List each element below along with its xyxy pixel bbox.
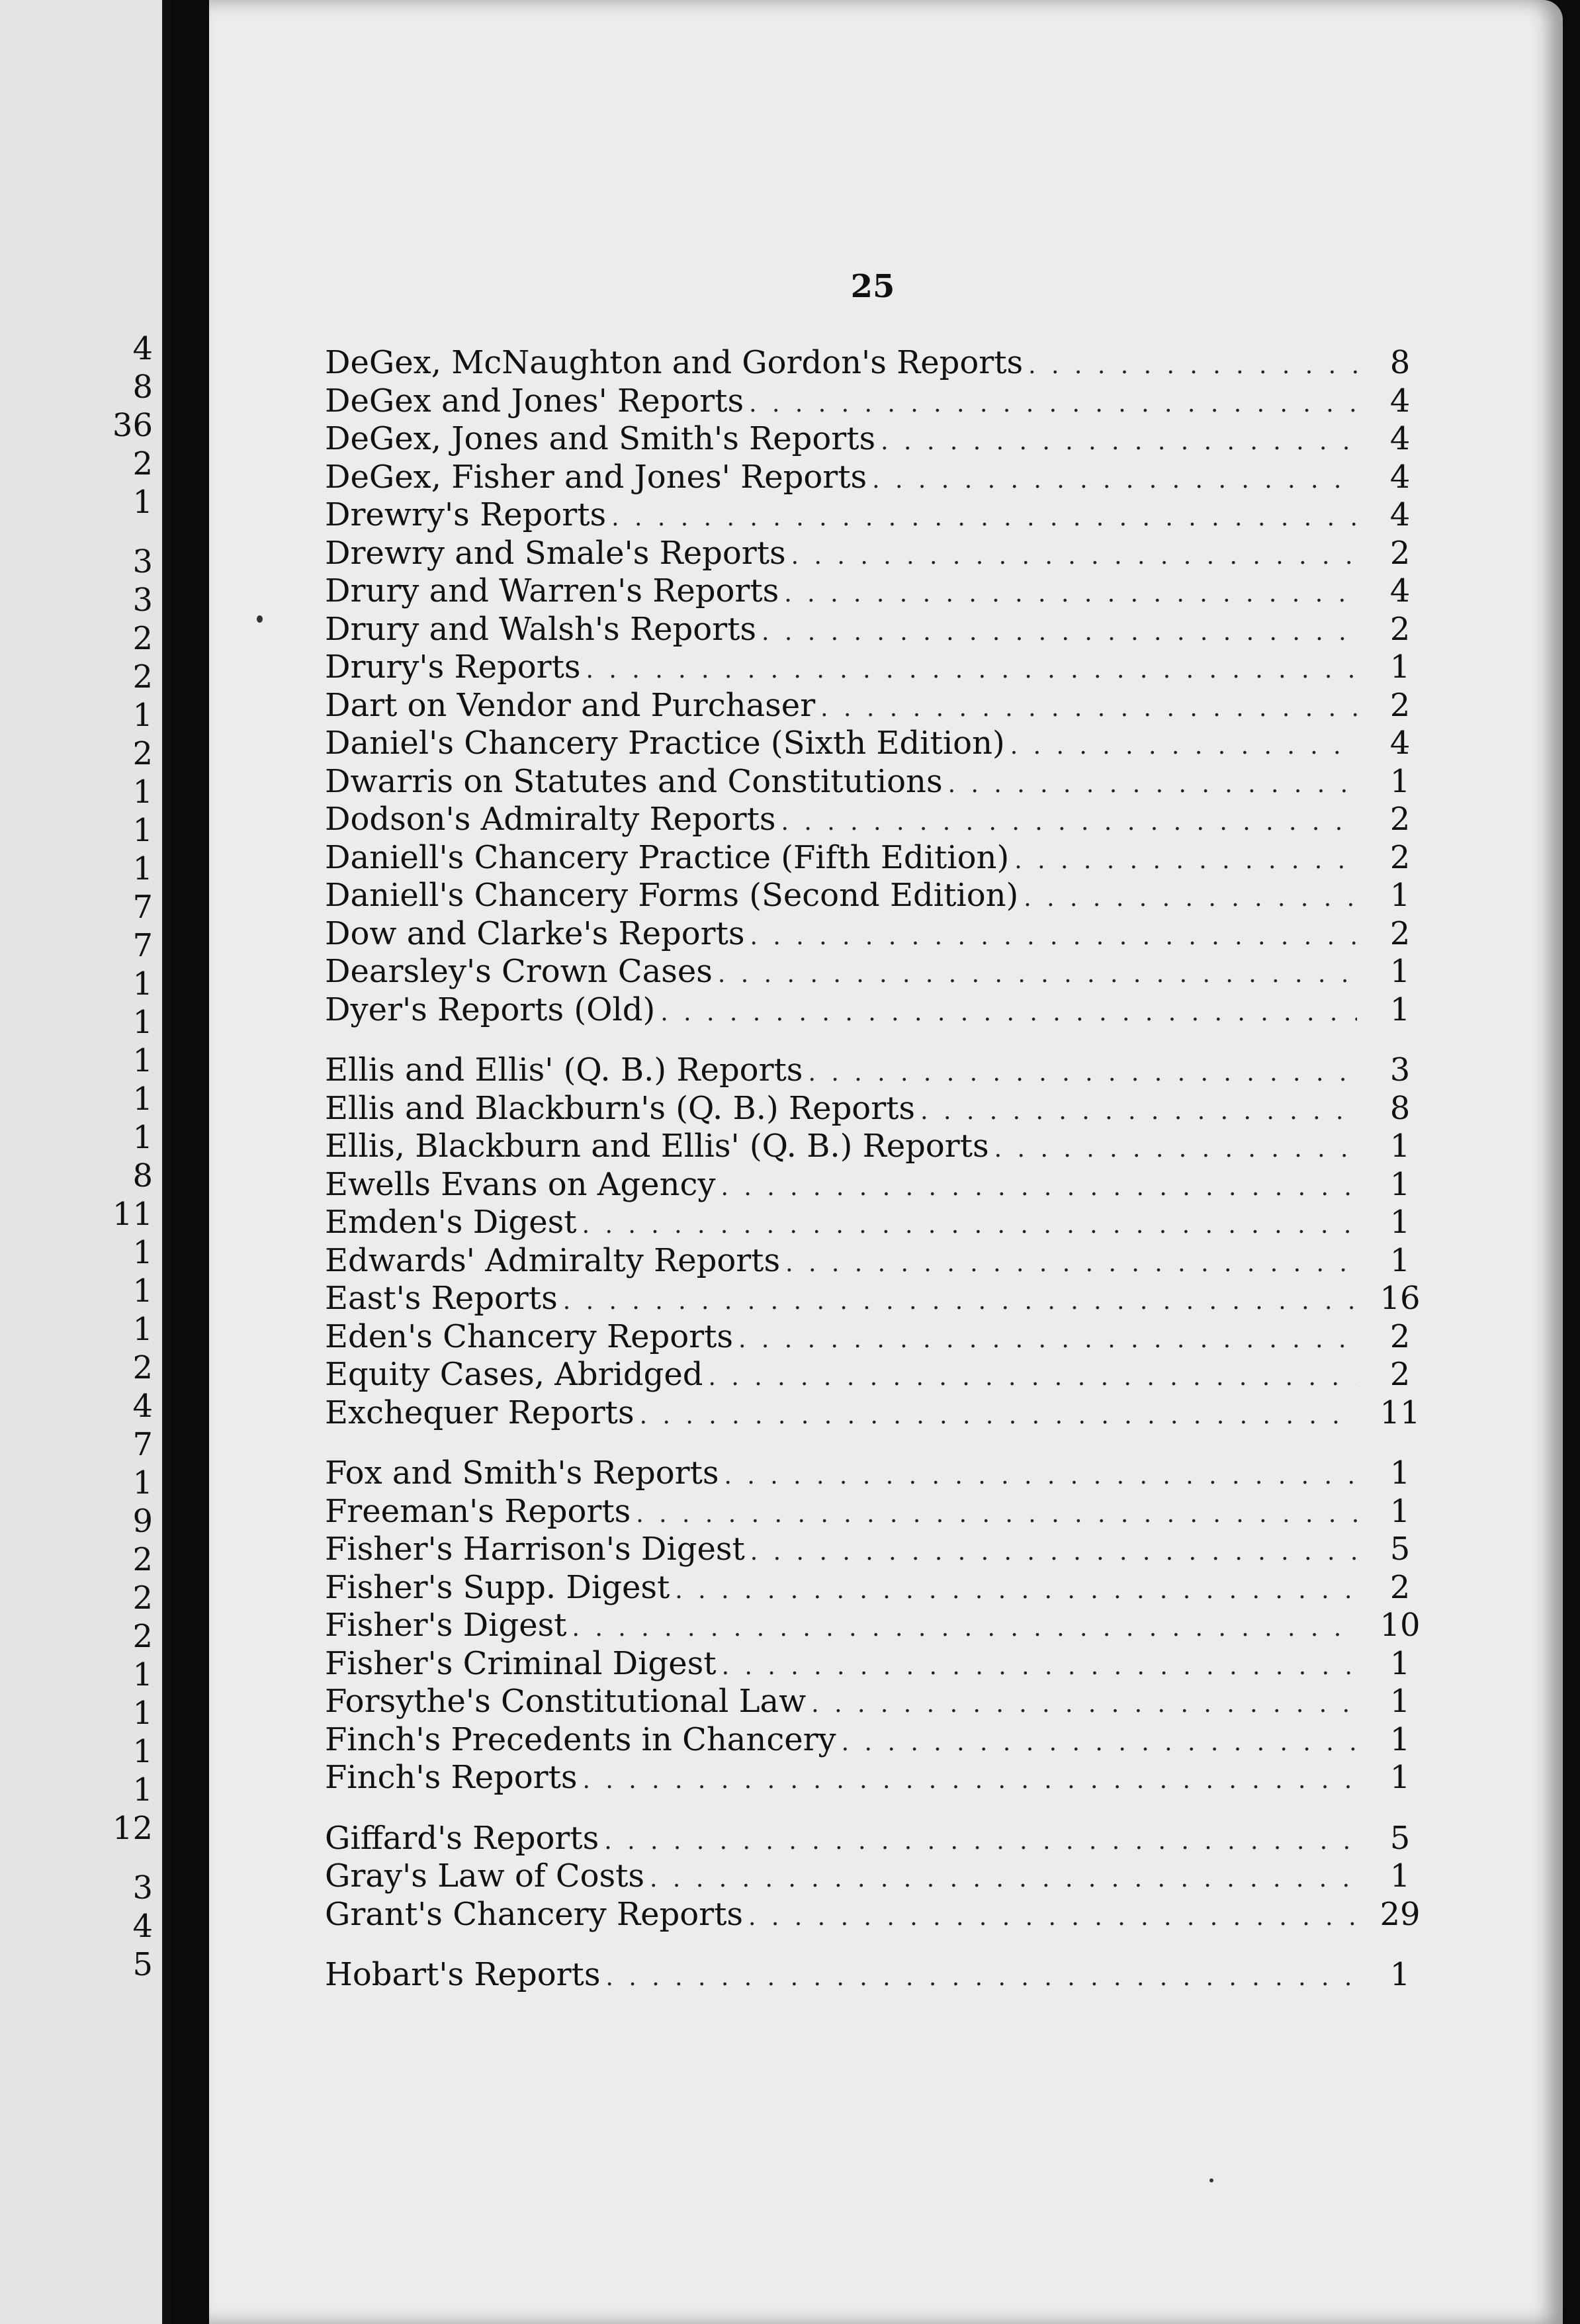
- dot-leader: [650, 1865, 1357, 1893]
- entry-volume-count: 5: [1389, 1819, 1411, 1857]
- entry-volume-count: 4: [1389, 382, 1411, 420]
- section-gap: [325, 1432, 1443, 1454]
- entry-volume-count: 4: [1389, 496, 1411, 533]
- dot-leader: [640, 1402, 1357, 1429]
- entry-title: Equity Cases, Abridged: [325, 1356, 703, 1393]
- dot-leader: [724, 1462, 1358, 1490]
- left-page-number: 3: [132, 582, 153, 619]
- index-entry: [325, 1645, 1443, 1683]
- left-page-number: 1: [132, 1771, 153, 1809]
- dot-leader: [784, 580, 1357, 607]
- index-entry: [325, 1280, 1443, 1318]
- left-page-number: 1: [132, 1695, 153, 1732]
- ink-speck: [257, 615, 263, 623]
- left-page-gap: [21, 1848, 153, 1869]
- left-page-number: 9: [132, 1503, 153, 1540]
- entry-title: Dwarris on Statutes and Constitutions: [325, 762, 943, 800]
- section-gap: [325, 1029, 1443, 1051]
- entry-volume-count: 2: [1389, 1318, 1411, 1355]
- dot-leader: [749, 390, 1357, 418]
- left-page-number: 4: [132, 1388, 153, 1425]
- dot-leader: [738, 1326, 1357, 1353]
- entry-title: Daniell's Chancery Practice (Fifth Edition): [325, 838, 1010, 876]
- left-page-number: 7: [132, 927, 153, 964]
- entry-title: Drewry's Reports: [325, 496, 607, 533]
- entry-title: Ewells Evans on Agency: [325, 1165, 716, 1203]
- index-entry: [325, 1090, 1443, 1128]
- left-page-number: 7: [132, 889, 153, 926]
- left-page-number: 1: [132, 484, 153, 521]
- index-entry: [325, 459, 1443, 497]
- entry-title: Freeman's Reports: [325, 1492, 631, 1530]
- entry-volume-count: 29: [1380, 1895, 1421, 1933]
- dot-leader: [721, 1174, 1357, 1201]
- dot-leader: [811, 1691, 1357, 1718]
- entry-volume-count: 1: [1389, 648, 1411, 686]
- entry-title: Fisher's Supp. Digest: [325, 1568, 670, 1606]
- entry-volume-count: 4: [1389, 458, 1411, 496]
- entry-volume-count: 4: [1389, 572, 1411, 609]
- index-entry: [325, 611, 1443, 649]
- index-entry: [325, 1204, 1443, 1242]
- dot-leader: [675, 1577, 1357, 1604]
- page-number: 25: [850, 268, 895, 305]
- left-page-number: 7: [132, 1426, 153, 1463]
- index-entry: [325, 1454, 1443, 1493]
- entry-volume-count: 1: [1389, 1454, 1411, 1492]
- left-page-number: 1: [132, 1119, 153, 1156]
- book-gutter: [171, 0, 211, 2324]
- entry-volume-count: 1: [1389, 1644, 1411, 1682]
- left-page-number: 8: [132, 369, 153, 406]
- index-entry: [325, 1318, 1443, 1357]
- entry-volume-count: 1: [1389, 1721, 1411, 1758]
- entry-title: Eden's Chancery Reports: [325, 1318, 733, 1355]
- dot-leader: [722, 1653, 1357, 1680]
- entry-volume-count: 2: [1389, 534, 1411, 572]
- entry-title: Fisher's Digest: [325, 1607, 567, 1644]
- entry-volume-count: 1: [1389, 1683, 1411, 1720]
- entry-title: Dearsley's Crown Cases: [325, 953, 713, 990]
- index-entry: [325, 1607, 1443, 1645]
- entry-title: East's Reports: [325, 1280, 558, 1317]
- left-page-number: 5: [132, 1946, 153, 1983]
- dot-leader: [1010, 733, 1357, 760]
- entry-volume-count: 2: [1389, 610, 1411, 648]
- ink-speck: [1209, 2178, 1213, 2182]
- entry-volume-count: 5: [1389, 1531, 1411, 1568]
- left-page-number: 36: [112, 407, 153, 444]
- entry-volume-count: 2: [1389, 1568, 1411, 1606]
- index-entry: [325, 1394, 1443, 1433]
- left-page-number: 1: [132, 1656, 153, 1693]
- entry-title: Daniell's Chancery Forms (Second Edition): [325, 877, 1019, 914]
- section-gap: [325, 1934, 1443, 1956]
- entry-title: Dodson's Admiralty Reports: [325, 801, 776, 838]
- entry-title: DeGex and Jones' Reports: [325, 382, 744, 420]
- section-gap: [325, 1797, 1443, 1820]
- dot-leader: [994, 1136, 1357, 1163]
- left-page-number: 1: [132, 1464, 153, 1501]
- index-entry: [325, 535, 1443, 573]
- entry-volume-count: 1: [1389, 762, 1411, 800]
- index-entry: [325, 1683, 1443, 1721]
- index-entry: [325, 496, 1443, 535]
- index-entry: [325, 648, 1443, 687]
- entry-volume-count: 1: [1389, 1759, 1411, 1796]
- dot-leader: [604, 1828, 1357, 1855]
- entry-volume-count: 8: [1389, 344, 1411, 381]
- dot-leader: [660, 999, 1357, 1026]
- dot-leader: [948, 771, 1357, 798]
- entry-title: Hobart's Reports: [325, 1956, 601, 1993]
- dot-leader: [709, 1364, 1358, 1391]
- index-entry: [325, 1857, 1443, 1896]
- dot-leader: [586, 656, 1357, 684]
- left-page-number: 2: [132, 1541, 153, 1578]
- entry-volume-count: 1: [1389, 1956, 1411, 1993]
- entry-volume-count: 1: [1389, 1241, 1411, 1279]
- index-entry: [325, 1166, 1443, 1204]
- entry-title: Grant's Chancery Reports: [325, 1895, 744, 1933]
- index-entry: [325, 687, 1443, 725]
- entry-title: Drury and Walsh's Reports: [325, 610, 756, 648]
- dot-leader: [785, 1250, 1357, 1277]
- entry-volume-count: 2: [1389, 801, 1411, 838]
- entry-title: Ellis and Blackburn's (Q. B.) Reports: [325, 1089, 916, 1127]
- entry-volume-count: 3: [1389, 1051, 1411, 1089]
- book-page: [209, 0, 1563, 2324]
- index-entry: [325, 1493, 1443, 1531]
- index-entry: [325, 420, 1443, 459]
- entry-volume-count: 2: [1389, 686, 1411, 724]
- left-page-number: 8: [132, 1157, 153, 1194]
- index-entry: [325, 725, 1443, 763]
- left-page-edge: [0, 0, 171, 2324]
- left-page-number: 3: [132, 543, 153, 580]
- left-page-number: 1: [132, 965, 153, 1003]
- entry-volume-count: 1: [1389, 877, 1411, 914]
- entry-volume-count: 1: [1389, 953, 1411, 990]
- left-page-number: 1: [132, 1004, 153, 1041]
- entry-volume-count: 1: [1389, 1128, 1411, 1165]
- index-entry: [325, 382, 1443, 421]
- dot-leader: [920, 1098, 1357, 1125]
- entry-title: DeGex, Jones and Smith's Reports: [325, 420, 876, 457]
- index-entry: [325, 953, 1443, 991]
- index-entry: [325, 572, 1443, 611]
- dot-leader: [718, 961, 1357, 988]
- entry-title: Drury and Warren's Reports: [325, 572, 779, 609]
- left-page-number: 1: [132, 850, 153, 887]
- dot-leader: [605, 1964, 1357, 1991]
- index-entry: [325, 877, 1443, 915]
- left-page-number: 2: [132, 1618, 153, 1655]
- index-entry: [325, 915, 1443, 954]
- left-page-number: 4: [132, 330, 153, 367]
- entry-title: Drewry and Smale's Reports: [325, 534, 786, 572]
- index-entry: [325, 1896, 1443, 1934]
- dot-leader: [750, 923, 1358, 950]
- entry-title: Ellis, Blackburn and Ellis' (Q. B.) Reports: [325, 1128, 989, 1165]
- entry-title: Fisher's Criminal Digest: [325, 1644, 717, 1682]
- entry-title: Daniel's Chancery Practice (Sixth Edition): [325, 725, 1005, 762]
- left-page-number: 1: [132, 1042, 153, 1079]
- left-page-number: 1: [132, 1311, 153, 1348]
- entry-title: DeGex, McNaughton and Gordon's Reports: [325, 344, 1024, 381]
- index-entry: [325, 1531, 1443, 1569]
- dot-leader: [636, 1501, 1357, 1528]
- index-entry: [325, 344, 1443, 382]
- entry-title: Giffard's Reports: [325, 1819, 599, 1857]
- left-page-number: 2: [132, 1580, 153, 1617]
- index-entry: [325, 991, 1443, 1030]
- dot-leader: [1028, 352, 1357, 379]
- entry-title: Edwards' Admiralty Reports: [325, 1241, 781, 1279]
- entry-title: Gray's Law of Costs: [325, 1857, 645, 1895]
- index-entry: [325, 1721, 1443, 1760]
- left-page-numbers: [21, 330, 153, 1984]
- index-entry: [325, 1820, 1443, 1858]
- entry-volume-count: 2: [1389, 915, 1411, 952]
- entry-volume-count: 2: [1389, 838, 1411, 876]
- left-page-number: 12: [112, 1810, 153, 1847]
- entry-volume-count: 4: [1389, 420, 1411, 457]
- index-entry: [325, 1128, 1443, 1166]
- entry-volume-count: 1: [1389, 1165, 1411, 1203]
- left-page-number: 3: [132, 1869, 153, 1906]
- entry-title: Forsythe's Constitutional Law: [325, 1683, 807, 1720]
- entry-title: Finch's Reports: [325, 1759, 578, 1796]
- dot-leader: [842, 1729, 1357, 1756]
- entry-title: Exchequer Reports: [325, 1394, 635, 1431]
- dot-leader: [563, 1288, 1357, 1315]
- entry-title: Emden's Digest: [325, 1204, 577, 1241]
- dot-leader: [1024, 885, 1357, 912]
- left-page-number: 2: [132, 735, 153, 772]
- left-page-number: 1: [132, 812, 153, 849]
- left-page-gap: [21, 521, 153, 543]
- entry-title: Fisher's Harrison's Digest: [325, 1531, 745, 1568]
- index-entry: [325, 839, 1443, 877]
- entry-title: Ellis and Ellis' (Q. B.) Reports: [325, 1051, 803, 1089]
- dot-leader: [572, 1615, 1357, 1642]
- entry-volume-count: 1: [1389, 991, 1411, 1028]
- left-page-number: 2: [132, 1349, 153, 1386]
- entry-volume-count: 1: [1389, 1204, 1411, 1241]
- dot-leader: [781, 809, 1357, 836]
- dot-leader: [1014, 847, 1357, 874]
- entry-title: Dart on Vendor and Purchaser: [325, 686, 816, 724]
- left-page-number: 1: [132, 1733, 153, 1770]
- index-entry: [325, 1356, 1443, 1394]
- entry-volume-count: 1: [1389, 1857, 1411, 1895]
- index-entry: [325, 1956, 1443, 1994]
- entry-title: Drury's Reports: [325, 648, 581, 686]
- dot-leader: [583, 1767, 1358, 1794]
- dot-leader: [791, 543, 1357, 570]
- entry-title: Fox and Smith's Reports: [325, 1454, 719, 1492]
- dot-leader: [872, 467, 1357, 494]
- left-page-number: 2: [132, 658, 153, 695]
- dot-leader: [582, 1212, 1357, 1239]
- entry-volume-count: 1: [1389, 1492, 1411, 1530]
- report-index: [325, 344, 1443, 1994]
- dot-leader: [820, 695, 1357, 722]
- left-page-number: 1: [132, 697, 153, 734]
- entry-title: Finch's Precedents in Chancery: [325, 1721, 836, 1758]
- index-entry: [325, 801, 1443, 839]
- entry-volume-count: 4: [1389, 725, 1411, 762]
- entry-title: Dyer's Reports (Old): [325, 991, 656, 1028]
- dot-leader: [881, 428, 1357, 455]
- index-entry: [325, 1242, 1443, 1280]
- left-page-number: 2: [132, 445, 153, 482]
- left-page-number: 1: [132, 1081, 153, 1118]
- index-entry: [325, 1569, 1443, 1607]
- dot-leader: [750, 1539, 1357, 1566]
- left-page-number: 1: [132, 1273, 153, 1310]
- index-entry: [325, 1051, 1443, 1090]
- entry-volume-count: 2: [1389, 1356, 1411, 1393]
- left-page-number: 4: [132, 1908, 153, 1945]
- left-page-number: 11: [112, 1196, 153, 1233]
- entry-volume-count: 11: [1380, 1394, 1421, 1431]
- index-entry: [325, 1759, 1443, 1797]
- dot-leader: [748, 1904, 1357, 1931]
- entry-volume-count: 16: [1380, 1280, 1421, 1317]
- dot-leader: [762, 619, 1357, 646]
- index-entry: [325, 763, 1443, 801]
- left-page-number: 2: [132, 620, 153, 657]
- entry-title: DeGex, Fisher and Jones' Reports: [325, 458, 867, 496]
- entry-title: Dow and Clarke's Reports: [325, 915, 745, 952]
- dot-leader: [808, 1059, 1357, 1087]
- entry-volume-count: 10: [1380, 1607, 1421, 1644]
- entry-volume-count: 8: [1389, 1089, 1411, 1127]
- left-page-number: 1: [132, 1234, 153, 1271]
- dot-leader: [611, 504, 1357, 531]
- left-page-number: 1: [132, 774, 153, 811]
